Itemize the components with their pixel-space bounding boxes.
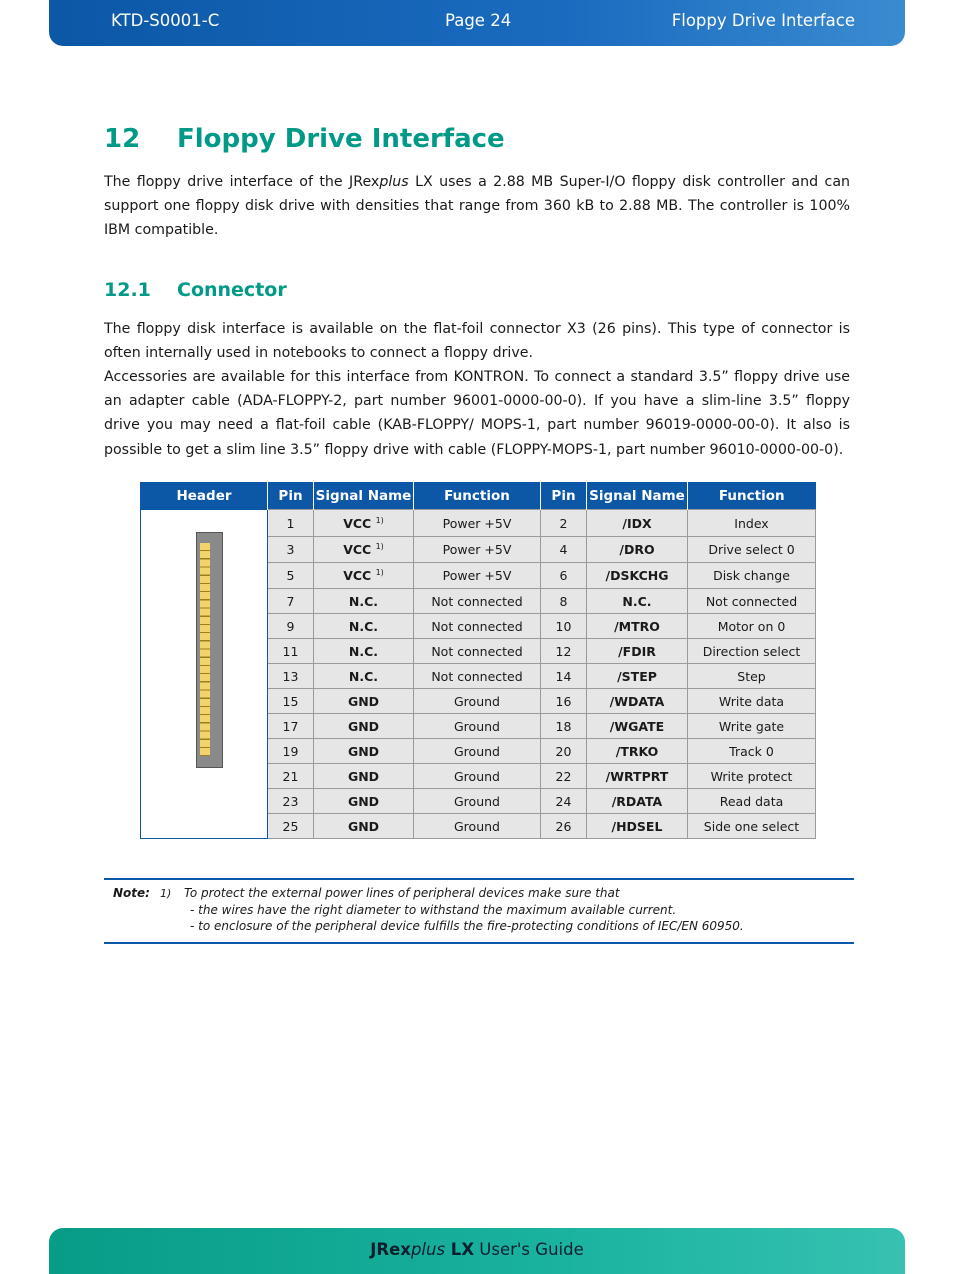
- signal-right: [587, 814, 688, 839]
- section-number: 12.1: [104, 279, 151, 301]
- pin-left: [268, 689, 314, 714]
- function-right: [688, 537, 816, 563]
- function-right: [688, 764, 816, 789]
- table-header-row: [141, 482, 816, 510]
- signal-right: [587, 510, 688, 537]
- pin-right: [541, 689, 587, 714]
- pin-left: [268, 714, 314, 739]
- signal-left: [314, 537, 414, 563]
- col-signal-name-2: Signal Name: [587, 482, 688, 510]
- intro-text-b: LX uses a 2.88 MB Super-I/O floppy disk controller and can support one floppy disk drive with densities that range from 360 kB to 2.88 MB. The controller is 100% IBM compatible.: [104, 174, 851, 239]
- pin-left: [268, 614, 314, 639]
- pin-right-text: 6: [559, 568, 568, 583]
- note-rule-top: [104, 878, 854, 880]
- function-right: [688, 689, 816, 714]
- note-label: Note:: [113, 886, 150, 900]
- footer-model: LX: [445, 1240, 475, 1259]
- function-left: [414, 739, 541, 764]
- pin-left: [268, 789, 314, 814]
- signal-left-text: N.C.: [348, 668, 379, 684]
- signal-right-text: /WRTPRT: [605, 768, 669, 784]
- signal-left-text: VCC: [343, 542, 372, 557]
- function-left: [414, 589, 541, 614]
- intro-text-a: The floppy drive interface of the JRex: [104, 174, 380, 190]
- pin-left-text: 3: [286, 542, 295, 557]
- pin-right-text: 12: [555, 643, 572, 659]
- function-left-text: Ground: [454, 793, 500, 809]
- pin-right: [541, 789, 587, 814]
- signal-left-text: GND: [347, 743, 380, 759]
- signal-right-text: /DRO: [619, 542, 655, 557]
- function-left-text: Ground: [454, 718, 500, 734]
- signal-right: [587, 589, 688, 614]
- pin-right: [541, 764, 587, 789]
- pin-right: [541, 714, 587, 739]
- signal-right-text: /FDIR: [618, 643, 656, 659]
- pinout-table: [140, 482, 816, 839]
- function-left: [414, 563, 541, 589]
- pin-left: [268, 589, 314, 614]
- signal-right-text: /MTRO: [614, 618, 660, 634]
- function-left-text: Ground: [454, 818, 500, 834]
- signal-left: [314, 614, 414, 639]
- signal-right: [587, 789, 688, 814]
- function-left-text: Not connected: [431, 668, 523, 684]
- connector-paragraph-2: Accessories are available for this interface from KONTRON. To connect a standard 3.5” floppy drive use an adapter cable (ADA-FLOPPY-2, part number 96001-0000-00-0). If you have a slim-line 3.5” floppy drive you may need a flat-foil cable (KAB-FLOPPY/ MOPS-1, part number 96019-0000-00-0). It also is possible to get a slim line 3.5” floppy drive with cable (FLOPPY-MOPS-1, part number 96010-0000-00-0).: [104, 369, 850, 458]
- function-left-text: Ground: [454, 693, 500, 709]
- chapter-title: Floppy Drive Interface: [177, 124, 505, 154]
- function-left-text: Power +5V: [442, 568, 512, 583]
- signal-left: [314, 739, 414, 764]
- pin-right: [541, 563, 587, 589]
- function-left: [414, 714, 541, 739]
- signal-left: [314, 714, 414, 739]
- signal-right-text: N.C.: [622, 593, 652, 609]
- doc-id: KTD-S0001-C: [111, 11, 220, 30]
- signal-left-text: GND: [347, 818, 380, 834]
- note: [113, 886, 620, 900]
- signal-right: [587, 563, 688, 589]
- pin-left: [268, 814, 314, 839]
- pin-left: [268, 639, 314, 664]
- pin-left-text: 5: [286, 568, 295, 583]
- function-right: [688, 739, 816, 764]
- signal-right-text: /RDATA: [611, 793, 663, 809]
- function-right-text: Write data: [718, 693, 785, 709]
- function-left: [414, 510, 541, 537]
- function-right: [688, 510, 816, 537]
- signal-right: [587, 614, 688, 639]
- signal-right-text: /WGATE: [609, 718, 665, 734]
- pin-left: [268, 563, 314, 589]
- signal-right: [587, 714, 688, 739]
- chapter-heading: [104, 124, 505, 154]
- function-left: [414, 664, 541, 689]
- col-pin-2: Pin: [541, 482, 587, 510]
- pin-left-text: 23: [282, 793, 299, 809]
- pin-right-text: 2: [559, 515, 568, 531]
- function-right-text: Direction select: [702, 643, 801, 659]
- pin-right: [541, 739, 587, 764]
- function-right: [688, 789, 816, 814]
- signal-left-text: GND: [347, 693, 380, 709]
- intro-text-italic: plus: [379, 174, 409, 190]
- footer-title: [49, 1240, 905, 1259]
- signal-right-text: /TRKO: [615, 743, 659, 759]
- function-right: [688, 589, 816, 614]
- footer-brand: JRex: [370, 1240, 411, 1259]
- signal-right: [587, 689, 688, 714]
- footer-brand-italic: plus: [410, 1240, 446, 1259]
- pin-right: [541, 589, 587, 614]
- pin-right-text: 16: [555, 693, 572, 709]
- function-right-text: Write gate: [718, 718, 785, 734]
- col-signal-name: Signal Name: [314, 482, 414, 510]
- page-header: [49, 0, 905, 46]
- signal-left: [314, 639, 414, 664]
- pin-left-text: 15: [282, 693, 299, 709]
- function-left: [414, 537, 541, 563]
- intro-paragraph: [104, 170, 850, 243]
- function-left: [414, 639, 541, 664]
- function-right-text: Read data: [719, 793, 784, 809]
- function-right-text: Not connected: [705, 593, 798, 609]
- signal-right-text: /STEP: [617, 668, 657, 684]
- footer-suffix: User's Guide: [474, 1240, 584, 1259]
- function-right-text: Write protect: [710, 768, 793, 784]
- function-left-text: Power +5V: [442, 542, 512, 557]
- pin-right-text: 10: [555, 618, 572, 634]
- pin-left-text: 21: [282, 768, 299, 784]
- signal-right-text: /HDSEL: [611, 818, 663, 834]
- pin-right-text: 18: [555, 718, 572, 734]
- signal-right-text: /WDATA: [609, 693, 665, 709]
- note-line-2: - the wires have the right diameter to withstand the maximum available current.: [190, 903, 677, 917]
- pin-right-text: 14: [555, 668, 572, 684]
- signal-left: [314, 664, 414, 689]
- col-function: Function: [414, 482, 541, 510]
- function-left: [414, 764, 541, 789]
- connector-image: [141, 510, 268, 839]
- function-left-text: Ground: [454, 768, 500, 784]
- pin-left: [268, 739, 314, 764]
- function-right-text: Side one select: [703, 818, 800, 834]
- col-pin: Pin: [268, 482, 314, 510]
- function-right-text: Index: [734, 515, 769, 531]
- function-left: [414, 814, 541, 839]
- function-left-text: Not connected: [431, 593, 523, 609]
- signal-left: [314, 589, 414, 614]
- pin-left: [268, 764, 314, 789]
- signal-left-text: GND: [347, 793, 380, 809]
- signal-left-text: N.C.: [348, 618, 379, 634]
- pin-right-text: 4: [559, 542, 568, 557]
- pin-left-text: 9: [286, 618, 295, 634]
- page-number: Page 24: [445, 11, 512, 30]
- pin-right: [541, 537, 587, 563]
- function-right: [688, 614, 816, 639]
- header-section-title: Floppy Drive Interface: [671, 11, 855, 30]
- note-rule-bottom: [104, 942, 854, 944]
- flat-foil-connector-icon: [196, 532, 223, 768]
- pin-left-text: 25: [282, 818, 299, 834]
- function-right: [688, 639, 816, 664]
- signal-left-text: VCC: [343, 515, 372, 531]
- function-left-text: Not connected: [431, 618, 523, 634]
- signal-right-text: /IDX: [622, 515, 652, 531]
- function-right: [688, 563, 816, 589]
- signal-left-text: N.C.: [348, 593, 379, 609]
- signal-left: [314, 789, 414, 814]
- function-left: [414, 614, 541, 639]
- chapter-number: 12: [104, 124, 141, 154]
- signal-right: [587, 664, 688, 689]
- pin-right-text: 20: [555, 743, 572, 759]
- pin-left-text: 11: [282, 643, 299, 659]
- table-row: [141, 510, 816, 537]
- col-function-2: Function: [688, 482, 816, 510]
- connector-contacts: [200, 543, 210, 756]
- function-right: [688, 714, 816, 739]
- section-heading: [104, 279, 287, 301]
- pin-left: [268, 664, 314, 689]
- connector-paragraph-1: The floppy disk interface is available on the flat-foil connector X3 (26 pins). This type of connector is often internally used in notebooks to connect a floppy drive.: [104, 321, 850, 362]
- pin-right-text: 24: [555, 793, 572, 809]
- pin-right: [541, 639, 587, 664]
- function-left-text: Not connected: [431, 643, 523, 659]
- pin-left-text: 17: [282, 718, 299, 734]
- function-right-text: Track 0: [729, 743, 774, 759]
- signal-right-text: /DSKCHG: [605, 568, 669, 583]
- signal-left-text: VCC: [343, 568, 372, 583]
- function-left: [414, 689, 541, 714]
- function-right-text: Motor on 0: [717, 618, 786, 634]
- pin-right: [541, 510, 587, 537]
- pin-right-text: 26: [555, 818, 572, 834]
- footnote-marker: 1): [375, 542, 384, 551]
- signal-left: [314, 689, 414, 714]
- function-left-text: Power +5V: [442, 515, 512, 531]
- signal-left: [314, 510, 414, 537]
- pin-right: [541, 814, 587, 839]
- footnote-marker: 1): [375, 515, 384, 525]
- signal-left: [314, 764, 414, 789]
- signal-left: [314, 814, 414, 839]
- note-line-1: To protect the external power lines of peripheral devices make sure that: [184, 886, 620, 900]
- function-right: [688, 814, 816, 839]
- function-right: [688, 664, 816, 689]
- section-title: Connector: [177, 279, 287, 301]
- pin-left-text: 1: [286, 515, 295, 531]
- signal-right: [587, 639, 688, 664]
- page-footer: [49, 1228, 905, 1274]
- col-header: Header: [141, 482, 268, 510]
- function-left: [414, 789, 541, 814]
- signal-right: [587, 537, 688, 563]
- function-left-text: Ground: [454, 743, 500, 759]
- signal-left-text: GND: [347, 718, 380, 734]
- pin-left-text: 13: [282, 668, 299, 684]
- note-line-3: - to enclosure of the peripheral device fulfills the fire-protecting conditions of IEC/EN 60950.: [190, 919, 744, 933]
- pin-right-text: 22: [555, 768, 572, 784]
- pin-left: [268, 510, 314, 537]
- signal-left: [314, 563, 414, 589]
- pin-left: [268, 537, 314, 563]
- footnote-marker: 1): [375, 568, 384, 577]
- signal-right: [587, 739, 688, 764]
- function-right-text: Disk change: [713, 568, 790, 583]
- signal-left-text: GND: [347, 768, 380, 784]
- signal-left-text: N.C.: [348, 643, 379, 659]
- function-right-text: Drive select 0: [708, 542, 795, 557]
- function-right-text: Step: [737, 668, 766, 684]
- pin-right: [541, 614, 587, 639]
- pin-left-text: 19: [282, 743, 299, 759]
- pin-right-text: 8: [559, 593, 568, 609]
- pin-right: [541, 664, 587, 689]
- signal-right: [587, 764, 688, 789]
- pin-left-text: 7: [286, 593, 295, 609]
- note-marker: 1): [160, 887, 172, 900]
